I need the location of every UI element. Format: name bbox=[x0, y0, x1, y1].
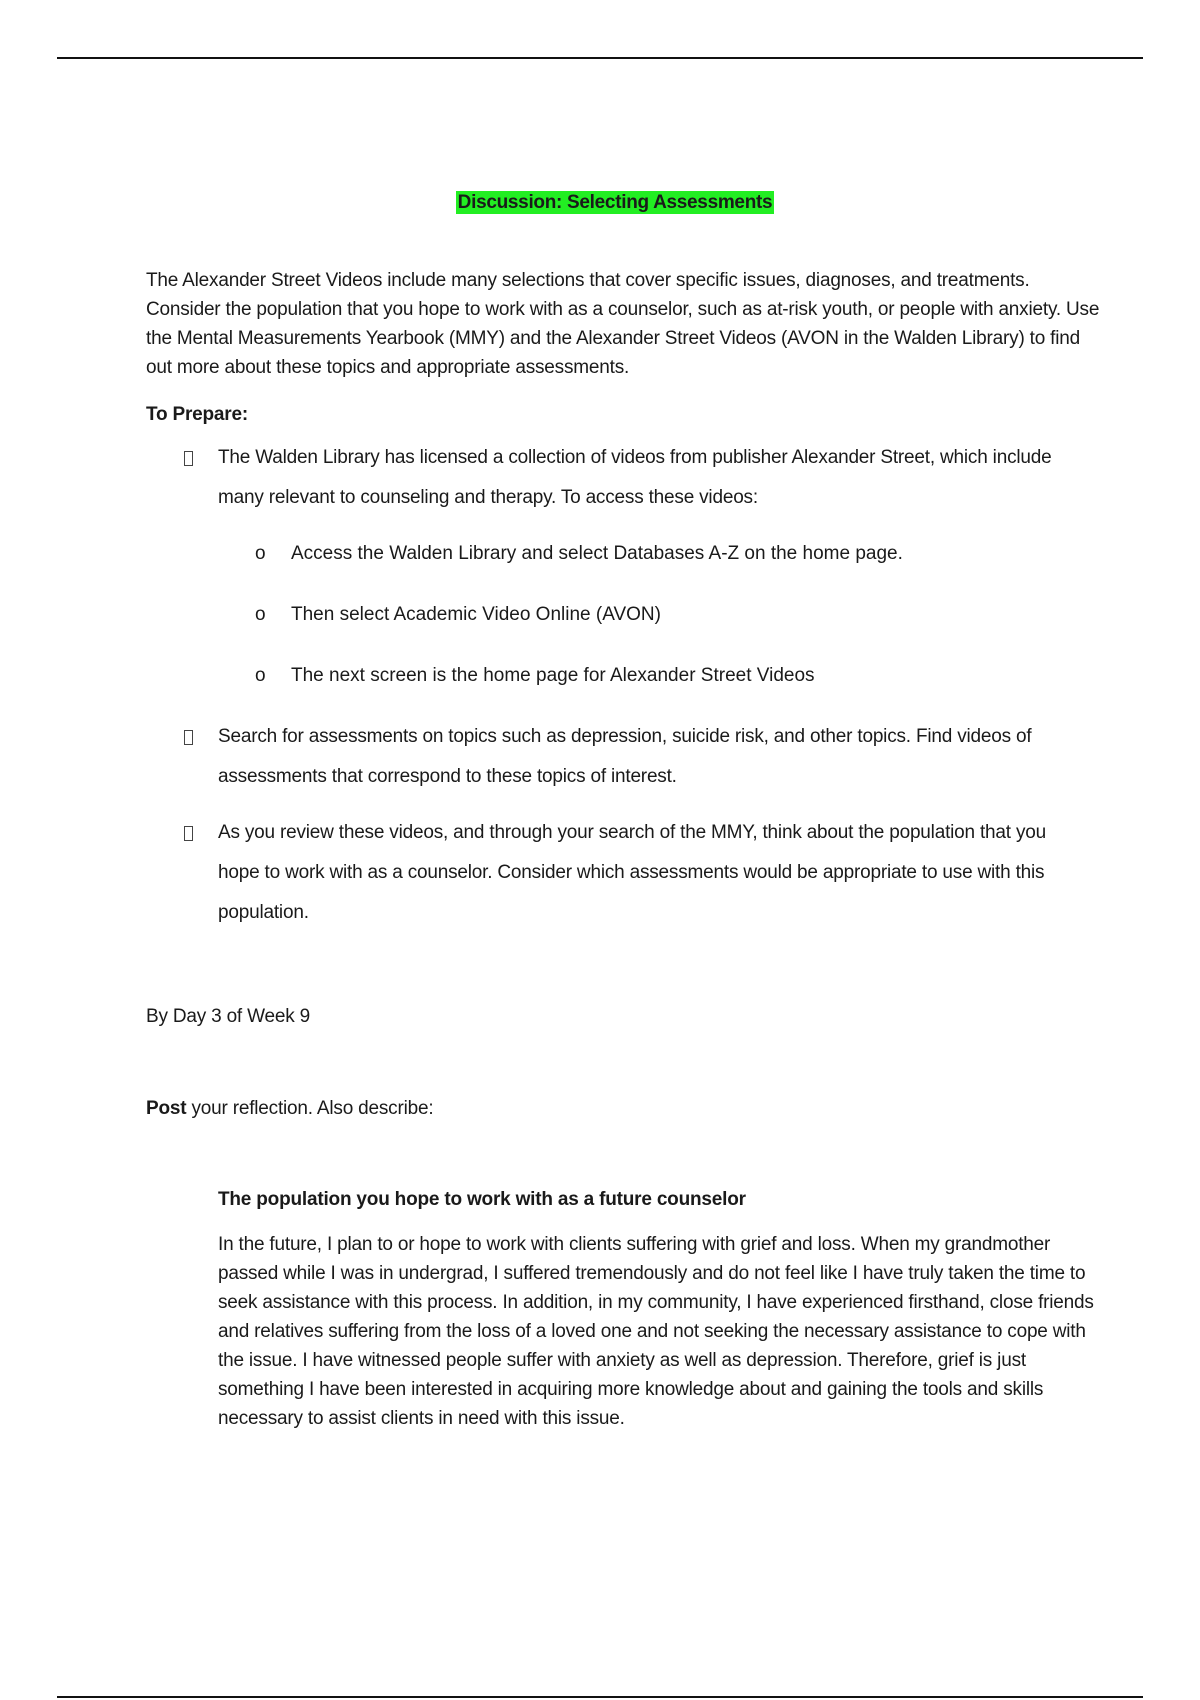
bullet-item: Search for assessments on topics such as depression, suicide risk, and other topics. Find videos of assessments that correspond to these topics of interest. bbox=[218, 726, 1032, 787]
response-heading: The population you hope to work with as a future counselor bbox=[218, 1189, 746, 1210]
bullet-item: The Walden Library has licensed a collection of videos from publisher Alexander Street, which include many relevant to counseling and therapy. To access these videos: bbox=[218, 447, 1052, 508]
bullet-icon bbox=[184, 451, 193, 466]
sub-bullet-marker: o bbox=[255, 543, 266, 564]
bullet-icon bbox=[184, 730, 193, 745]
response-paragraph: In the future, I plan to or hope to work with clients suffering with grief and loss. When my grandmother passed while I was in undergrad, I suffered tremendously and do not feel like I have truly taken the time to seek assistance with this process. In addition, in my community, I have experienced firsthand, close friends and relatives suffering from the loss of a loved one and not seeking the necessary assistance to cope with the issue. I have witnessed people suffer with anxiety as well as depression. Therefore, grief is just something I have been interested in acquiring more knowledge about and gaining the tools and skills necessary to assist clients in need with this issue. bbox=[218, 1234, 1094, 1429]
sub-bullet-item: Then select Academic Video Online (AVON) bbox=[291, 604, 661, 625]
header-rule bbox=[57, 57, 1143, 59]
title-highlight: Discussion: Selecting Assessments bbox=[457, 192, 773, 213]
post-rest: your reflection. Also describe: bbox=[186, 1098, 434, 1119]
sub-bullet-item: The next screen is the home page for Alexander Street Videos bbox=[291, 665, 815, 686]
post-bold: Post bbox=[146, 1098, 187, 1119]
sub-bullet-marker: o bbox=[255, 604, 266, 625]
page-title bbox=[0, 192, 1200, 214]
post-instruction bbox=[146, 1094, 1106, 1123]
bullet-item: As you review these videos, and through your search of the MMY, think about the population that you hope to work with as a counselor. Consider which assessments would be appropriate to use with this population. bbox=[218, 822, 1046, 923]
sub-bullet-item: Access the Walden Library and select Databases A-Z on the home page. bbox=[291, 543, 903, 564]
footer-rule bbox=[57, 1696, 1143, 1698]
bullet-icon bbox=[184, 826, 193, 841]
intro-paragraph: The Alexander Street Videos include many selections that cover specific issues, diagnoses, and treatments. Consider the population that you hope to work with as a counselor, such as at-risk youth, or people with anxiety. Use the Mental Measurements Yearbook (MMY) and the Alexander Street Videos (AVON in the Walden Library) to find out more about these topics and appropriate assessments. bbox=[146, 270, 1100, 378]
due-date: By Day 3 of Week 9 bbox=[146, 1006, 310, 1027]
to-prepare-heading: To Prepare: bbox=[146, 404, 248, 425]
sub-bullet-marker: o bbox=[255, 665, 266, 686]
